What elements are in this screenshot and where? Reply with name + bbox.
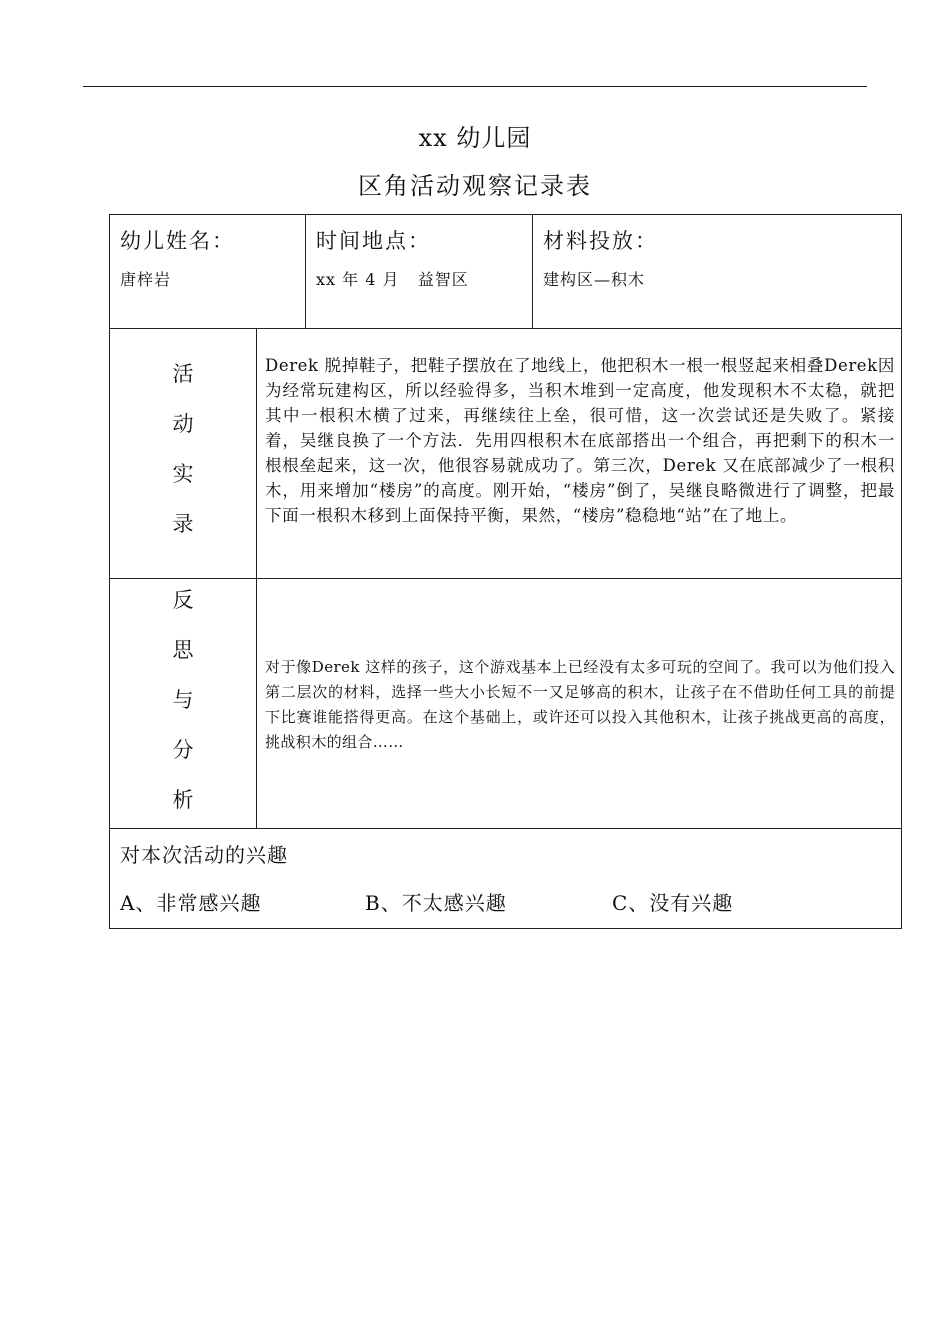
reflection-label-char: 反 [172,588,194,612]
form-title: 区角活动观察记录表 [358,172,592,200]
reflection-label-char: 分 [172,738,194,762]
activity-label-char: 录 [172,512,194,536]
reflection-label [110,575,256,825]
child-name-value: 唐梓岩 [120,270,172,289]
interest-title: 对本次活动的兴趣 [120,843,288,867]
materials-label: 材料投放： [543,229,658,253]
reflection-text: 对于像Derek 这样的孩子，这个游戏基本上已经没有太多可玩的空间了。我可以为他们投入第二层次的材料，选择一些大小长短不一又足够高的积木，让孩子在不借助任何工具的前提下比赛谁能搭得更高。在这个基础上，或许还可以投入其他积木，让孩子挑战更高的高度，挑战积木的组合…… [265,658,895,751]
kindergarten-name: xx 幼儿园 [418,124,532,152]
time-place-value: xx 年 4 月 益智区 [316,270,469,289]
reflection-label-char: 与 [172,688,194,712]
interest-option-b[interactable]: B、不太感兴趣 [365,891,507,915]
interest-option-a[interactable]: A、非常感兴趣 [120,891,262,915]
reflection-label-char: 析 [172,788,194,812]
materials-value: 建构区—积木 [543,270,646,289]
time-place-label: 时间地点： [316,229,431,253]
activity-record-text: Derek 脱掉鞋子，把鞋子摆放在了地线上，他把积木一根一根竖起来相叠Derek因为经常玩建构区，所以经验得多，当积木堆到一定高度，他发现积木不太稳，就把其中一根积木横了过来，再继续往上垒，很可惜，这一次尝试还是失败了。紧接着，吴继良换了一个方法．先用四根积木在底部搭出一个组合，再把剩下的积木一根根垒起来，这一次，他很容易就成功了。第三次，Derek 又在底部减少了一根积木，用来增加“楼房”的高度。刚开始，“楼房”倒了，吴继良略微进行了调整，把最下面一根积木移到上面保持平衡，果然，“楼房”稳稳地“站”在了地上。 [265,356,895,525]
interest-cell [110,829,901,928]
interest-option-c[interactable]: C、没有兴趣 [612,891,734,915]
reflection-label-char: 思 [172,638,194,662]
observation-table [109,214,902,929]
activity-label-char: 活 [172,362,194,386]
activity-label [110,349,256,549]
materials-cell [533,215,901,329]
activity-label-char: 实 [172,462,194,486]
reflection-label-cell [110,579,257,829]
time-place-cell [306,215,533,329]
child-name-cell [110,215,306,329]
child-name-label: 幼儿姓名： [120,229,235,253]
header-rule [83,86,867,87]
activity-text-cell [257,329,901,579]
reflection-text-cell [257,579,901,829]
activity-label-cell [110,329,257,579]
activity-label-char: 动 [172,412,194,436]
